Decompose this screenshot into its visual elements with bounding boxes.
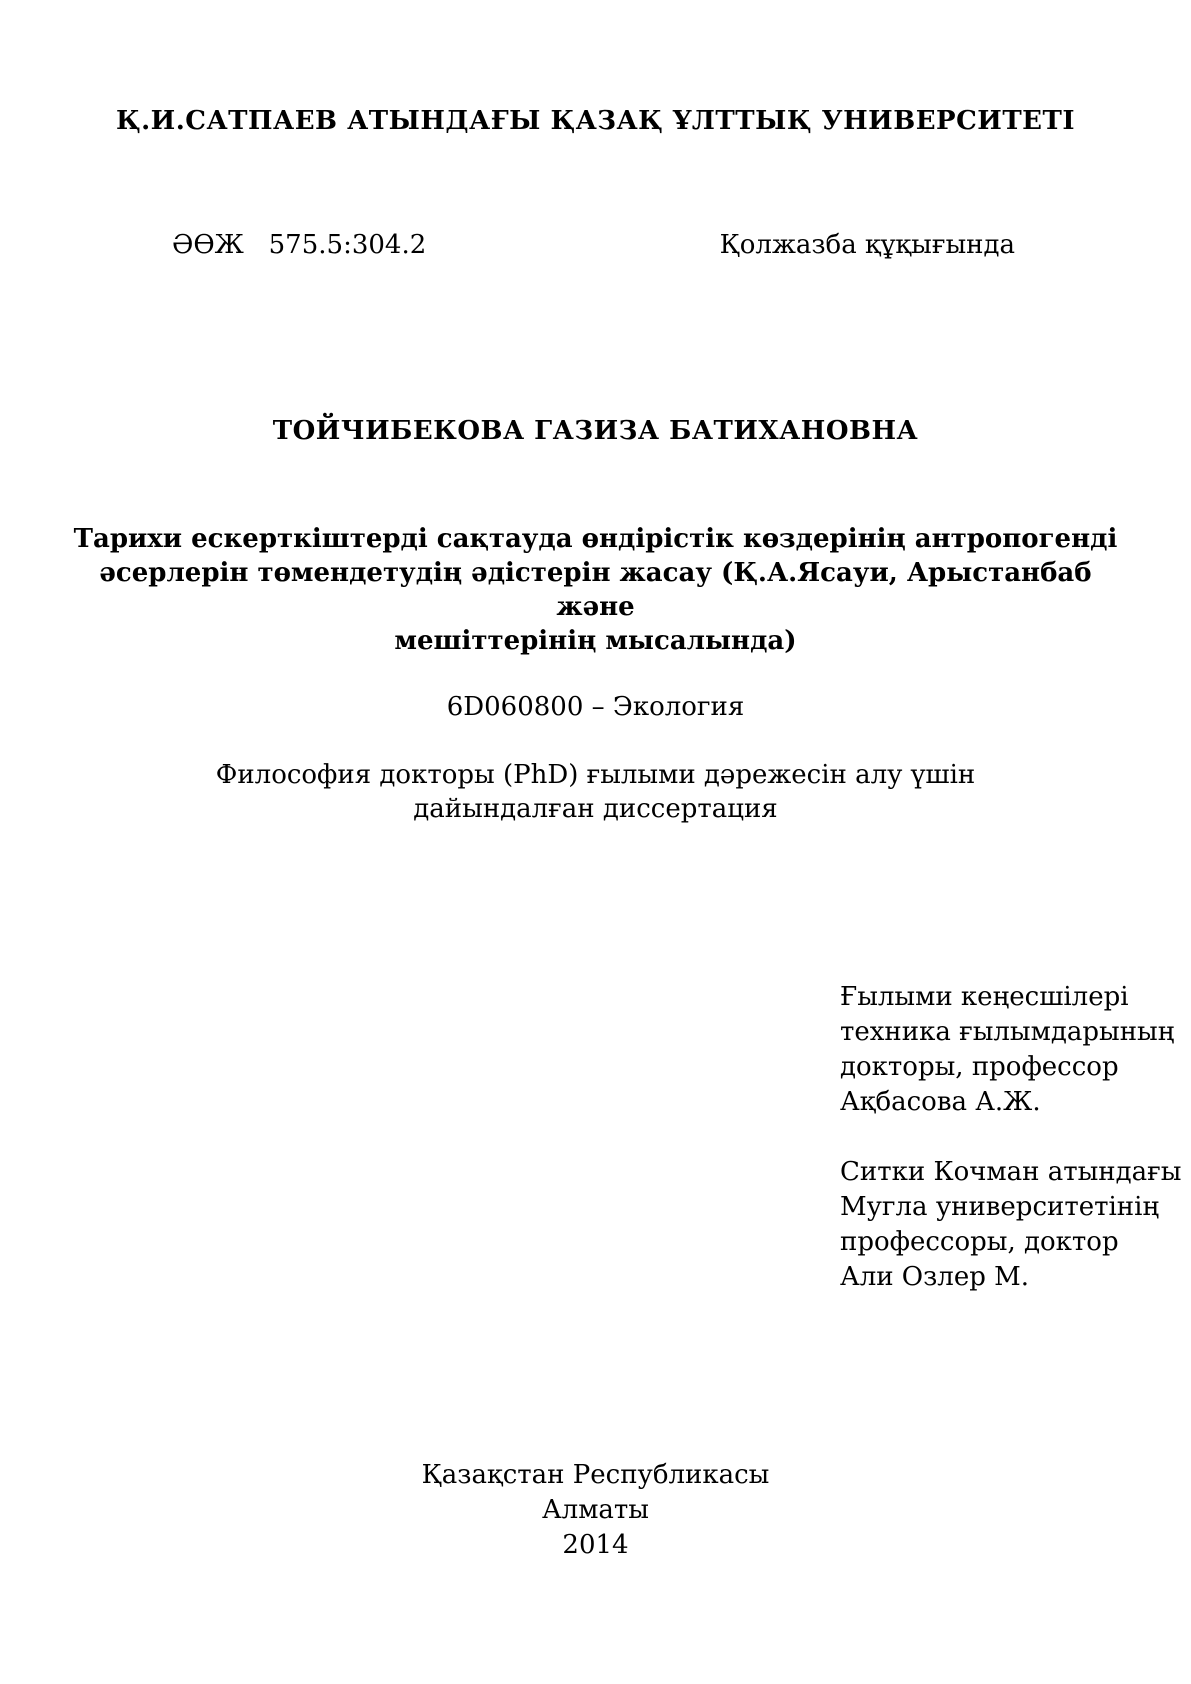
title-line-3: мешіттерінің мысалында): [394, 626, 797, 656]
advisor-2-line-3: профессоры, доктор: [840, 1227, 1119, 1257]
udc-code: ӘӨЖ 575.5:304.2: [172, 230, 427, 260]
advisor-1-line-1: техника ғылымдарының: [840, 1017, 1175, 1047]
advisor-2-line-2: Мугла университетінің: [840, 1192, 1160, 1222]
advisor-1-line-2: докторы, профессор: [840, 1052, 1119, 1082]
advisor-1-line-3: Ақбасова А.Ж.: [840, 1087, 1041, 1117]
imprint-year: 2014: [562, 1530, 629, 1560]
udc-row: [172, 230, 1015, 260]
advisors-block: [840, 980, 1181, 1295]
advisor-2: [840, 1155, 1181, 1295]
advisors-header: Ғылыми кеңесшілері: [840, 982, 1129, 1012]
degree-line-2: дайындалған диссертация: [413, 794, 778, 824]
title-line-1: Тарихи ескерткіштерді сақтауда өндірістік көздерінің антропогенді: [73, 524, 1118, 554]
advisor-1: [840, 1015, 1181, 1120]
advisor-2-line-4: Али Озлер М.: [840, 1262, 1029, 1292]
specialty-code: 6D060800 – Экология: [446, 692, 745, 722]
imprint-block: [0, 1458, 1191, 1563]
imprint-country: Қазақстан Республикасы: [421, 1460, 770, 1490]
degree-line-1: Философия докторы (PhD) ғылыми дәрежесін алу үшін: [215, 760, 976, 790]
imprint-city: Алматы: [541, 1495, 649, 1525]
degree-statement: [0, 758, 1191, 826]
author-name: ТОЙЧИБЕКОВА ГАЗИЗА БАТИХАНОВНА: [272, 416, 919, 446]
manuscript-rights-note: Қолжазба құқығында: [719, 230, 1015, 260]
university-name: Қ.И.САТПАЕВ АТЫНДАҒЫ ҚАЗАҚ ҰЛТТЫҚ УНИВЕРСИТЕТІ: [116, 106, 1075, 136]
dissertation-title: [60, 522, 1131, 658]
advisor-2-line-1: Ситки Кочман атындағы: [840, 1157, 1182, 1187]
title-line-2: әсерлерін төмендетудің әдістерін жасау (Қ.А.Ясауи, Арыстанбаб және: [99, 558, 1092, 622]
